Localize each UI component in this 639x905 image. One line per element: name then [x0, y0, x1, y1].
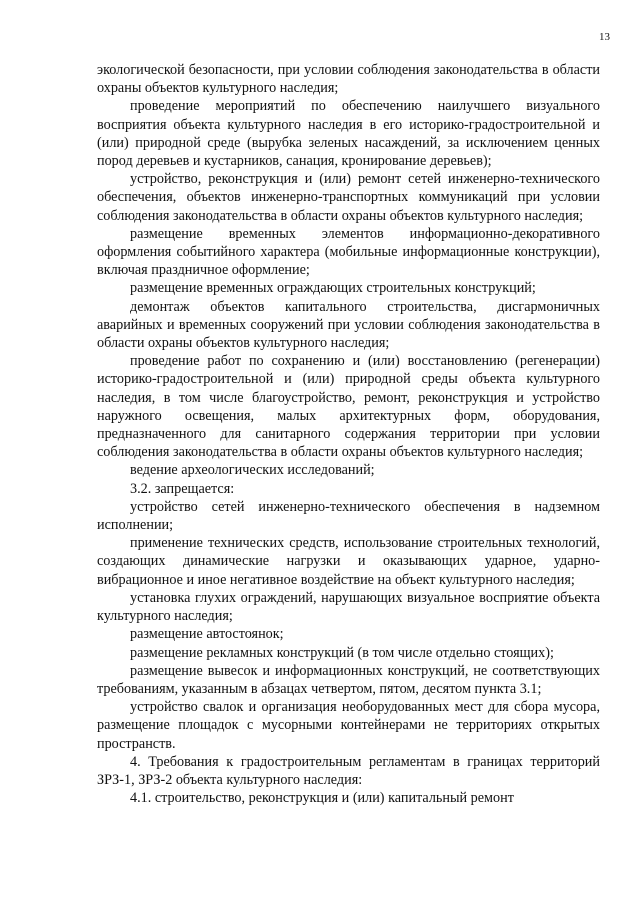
paragraph-visual-perception: проведение мероприятий по обеспечению наилучшего визуального восприятия объекта культурного наследия в его историко-градостроительной и (или) природной среде (вырубка зеленых насаждений, за исключением ценных пород деревьев и кустарников, санация, кронирование деревьев);	[97, 98, 600, 170]
paragraph-blind-fences: установка глухих ограждений, нарушающих визуальное восприятие объекта культурного наследия;	[97, 589, 600, 625]
paragraph-dynamic-loads: применение технических средств, использование строительных технологий, создающих динамические нагрузки и оказывающих ударное, ударно-вибрационное и иное негативное воздействие на объект культурного наследия;	[97, 535, 600, 588]
paragraph-signage: размещение вывесок и информационных конструкций, не соответствующих требованиям, указанным в абзацах четвертом, пятом, десятом пункта 3.1;	[97, 662, 600, 697]
paragraph-section-4-1: 4.1. строительство, реконструкция и (или) капитальный ремонт	[130, 790, 514, 807]
paragraph-overhead-networks: устройство сетей инженерно-технического обеспечения в надземном исполнении;	[97, 498, 600, 534]
paragraph-demolition: демонтаж объектов капитального строительства, дисгармоничных аварийных и временных сооружений при условии соблюдения законодательства в области охраны объектов культурного наследия;	[97, 298, 600, 352]
paragraph-archaeology: ведение археологических исследований;	[130, 462, 375, 479]
paragraph-advertising: размещение рекламных конструкций (в том числе отдельно стоящих);	[130, 644, 554, 661]
paragraph-temporary-decor: размещение временных элементов информационно-декоративного оформления событийного характера (мобильные информационные конструкции), включая праздничное оформление;	[97, 225, 600, 279]
paragraph-restoration: проведение работ по сохранению и (или) восстановлению (регенерации) историко-градостроительной и (или) природной среды объекта культурного наследия, в том числе благоустройство, ремонт, реконструкция и устройство наружного освещения, малых архитектурных форм, оборудования, предназначенного для санитарного содержания территории при условии соблюдения законодательства в области охраны объектов культурного наследия;	[97, 353, 600, 461]
paragraph-continuation: экологической безопасности, при условии соблюдения законодательства в области охраны объектов культурного наследия;	[97, 62, 600, 97]
paragraph-prohibited-heading: 3.2. запрещается:	[130, 480, 235, 497]
document-body	[97, 61, 600, 807]
paragraph-waste: устройство свалок и организация необорудованных мест для сбора мусора, размещение площадок с мусорными контейнерами не территориях открытых пространств.	[97, 699, 600, 752]
page-number: 13	[599, 31, 610, 43]
paragraph-section-4: 4. Требования к градостроительным регламентам в границах территорий ЗРЗ-1, ЗРЗ-2 объекта культурного наследия:	[97, 753, 600, 788]
paragraph-parking: размещение автостоянок;	[130, 626, 284, 643]
paragraph-temporary-fences: размещение временных ограждающих строительных конструкций;	[130, 280, 536, 297]
paragraph-engineering-networks: устройство, реконструкция и (или) ремонт сетей инженерно-технического обеспечения, объектов инженерно-транспортных коммуникаций при условии соблюдения законодательства в области охраны объектов культурного наследия;	[97, 171, 600, 224]
